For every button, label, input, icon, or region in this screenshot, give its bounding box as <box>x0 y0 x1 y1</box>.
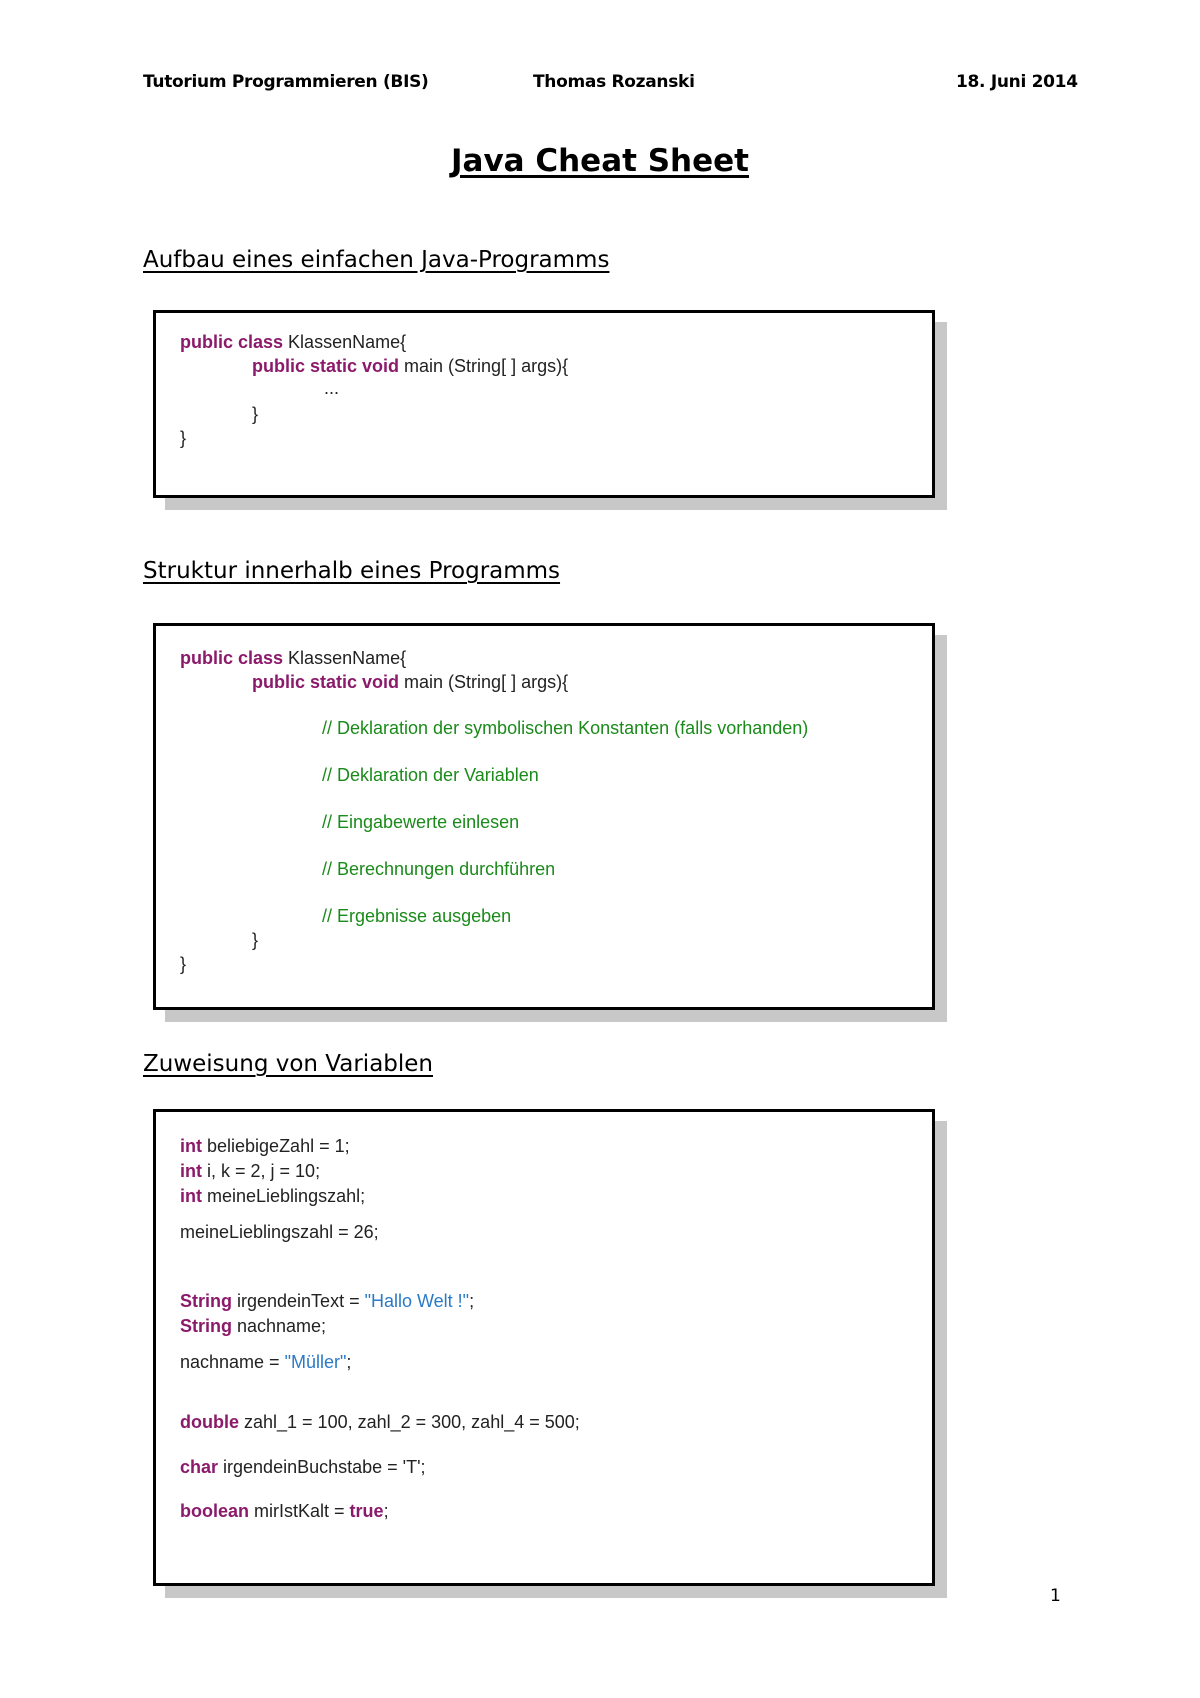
code-line <box>180 1457 426 1478</box>
code-comment: // Berechnungen durchführen <box>322 859 556 879</box>
code-line <box>180 332 406 353</box>
code-keyword: true <box>349 1501 384 1521</box>
code-text: irgendeinText = <box>232 1291 365 1311</box>
code-line: } <box>252 404 259 424</box>
code-keyword: boolean <box>180 1501 250 1521</box>
code-text: irgendeinBuchstabe = 'T'; <box>218 1457 426 1477</box>
code-keyword: String <box>180 1291 232 1311</box>
code-text: nachname; <box>232 1316 327 1336</box>
code-line: meineLieblingszahl = 26; <box>180 1222 379 1242</box>
code-text: beliebigeZahl = 1; <box>202 1136 350 1156</box>
code-line <box>180 1186 365 1207</box>
code-text: main (String[ ] args){ <box>399 672 569 692</box>
section-heading-struktur: Struktur innerhalb eines Programms <box>143 558 561 584</box>
code-string: "Hallo Welt !" <box>364 1291 470 1311</box>
code-keyword: char <box>180 1457 219 1477</box>
code-comment: // Eingabewerte einlesen <box>322 812 520 832</box>
code-line <box>180 1161 320 1182</box>
code-text: zahl_1 = 100, zahl_2 = 300, zahl_4 = 500; <box>239 1412 580 1432</box>
code-line <box>180 1291 474 1312</box>
code-text: nachname = <box>180 1352 285 1372</box>
code-keyword: String <box>180 1316 232 1336</box>
code-keyword: public class <box>180 648 284 668</box>
code-line: ... <box>324 378 340 398</box>
section-heading-zuweisung: Zuweisung von Variablen <box>143 1051 434 1077</box>
code-text: KlassenName{ <box>283 648 407 668</box>
header-author: Thomas Rozanski <box>533 72 695 92</box>
code-string: "Müller" <box>284 1352 347 1372</box>
code-line <box>180 1501 389 1522</box>
code-line <box>252 356 568 377</box>
code-line <box>180 1316 326 1337</box>
section-heading-aufbau: Aufbau eines einfachen Java-Programms <box>143 247 610 273</box>
code-comment: // Ergebnisse ausgeben <box>322 906 512 926</box>
page-number: 1 <box>1050 1586 1061 1606</box>
code-line: } <box>180 428 187 448</box>
code-keyword: public class <box>180 332 284 352</box>
document-title: Java Cheat Sheet <box>450 143 749 179</box>
code-line: } <box>180 954 187 974</box>
code-line <box>180 1136 350 1157</box>
code-keyword: int <box>180 1186 202 1206</box>
header-course: Tutorium Programmieren (BIS) <box>143 72 429 92</box>
code-line <box>180 1412 580 1433</box>
code-text: i, k = 2, j = 10; <box>202 1161 321 1181</box>
code-text: mirIstKalt = <box>249 1501 350 1521</box>
code-keyword: double <box>180 1412 239 1432</box>
code-keyword: int <box>180 1161 202 1181</box>
code-comment: // Deklaration der symbolischen Konstanten (falls vorhanden) <box>322 718 809 738</box>
code-line: } <box>252 930 259 950</box>
code-text: meineLieblingszahl; <box>202 1186 366 1206</box>
code-line <box>252 672 568 693</box>
code-comment: // Deklaration der Variablen <box>322 765 539 785</box>
code-line <box>180 648 406 669</box>
code-text: KlassenName{ <box>283 332 407 352</box>
code-keyword: public static void <box>252 672 400 692</box>
code-text: ; <box>346 1352 352 1372</box>
code-text: ; <box>383 1501 389 1521</box>
code-text: ; <box>469 1291 475 1311</box>
code-line <box>180 1352 351 1373</box>
code-text: main (String[ ] args){ <box>399 356 569 376</box>
header-date: 18. Juni 2014 <box>956 72 1078 92</box>
code-keyword: int <box>180 1136 202 1156</box>
code-keyword: public static void <box>252 356 400 376</box>
